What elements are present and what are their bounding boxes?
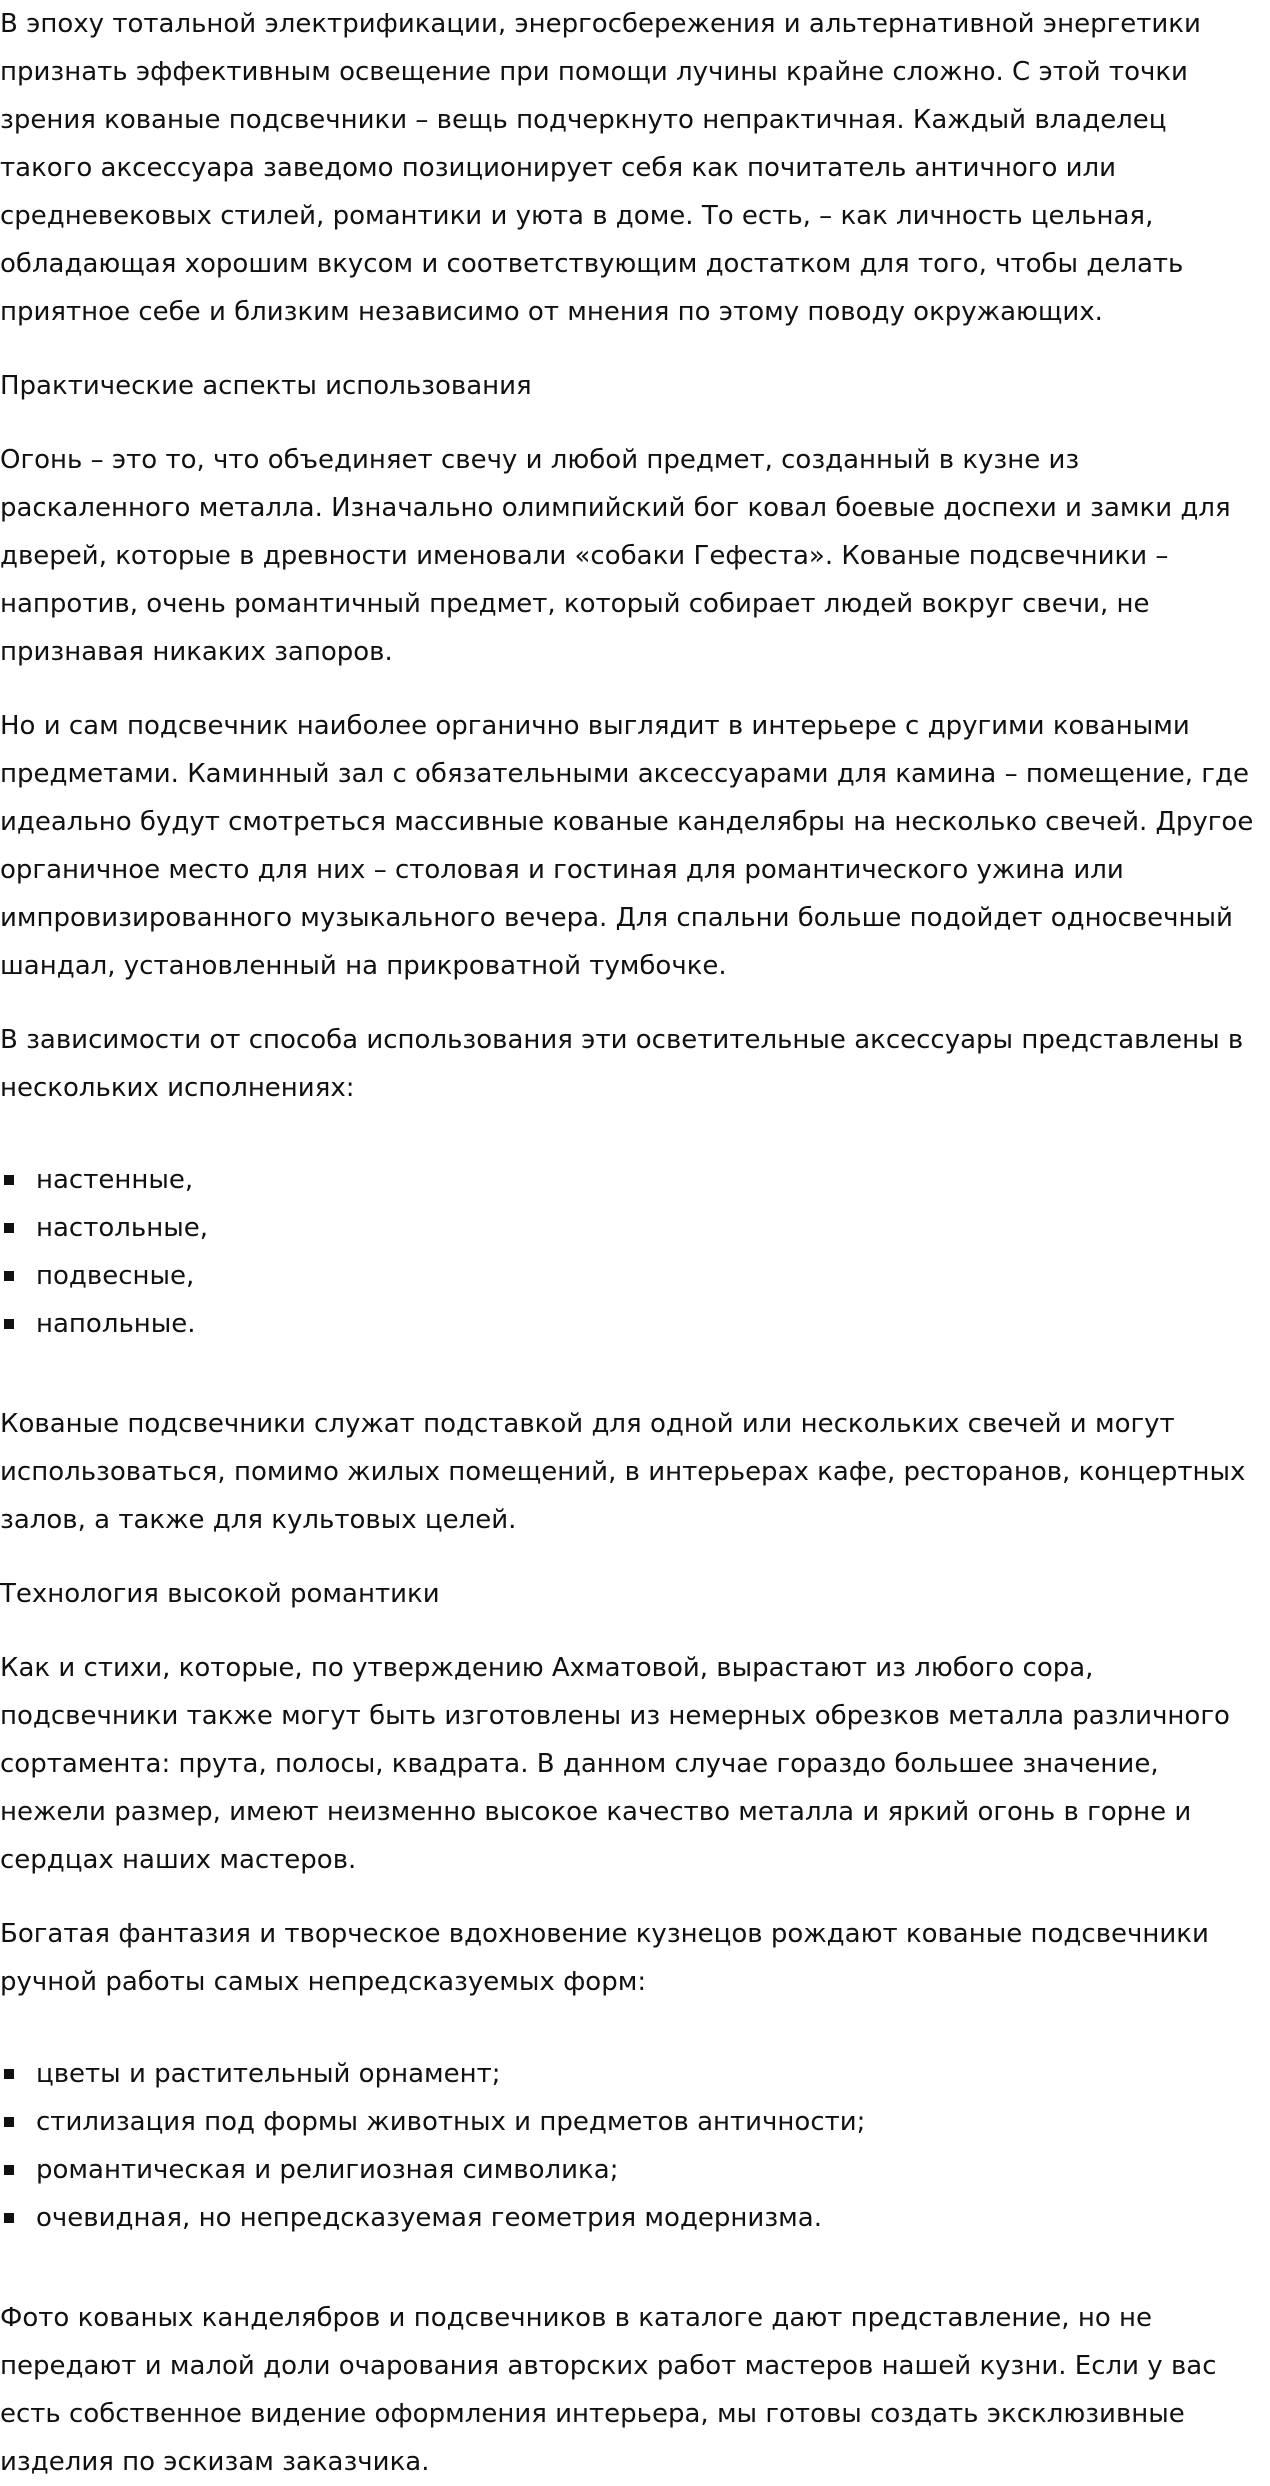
list-item xyxy=(0,2098,1262,2146)
square-bullet-icon xyxy=(4,2069,14,2079)
square-bullet-icon xyxy=(4,2117,14,2127)
list-item-text: напольные. xyxy=(36,1309,196,1339)
section-heading-technology: Технология высокой романтики xyxy=(0,1579,440,1609)
paragraph-fire: Огонь – это то, что объединяет свечу и любой предмет, созданный в кузне из раскаленного металла. Изначально олимпийский бог ковал боевые доспехи и замки для дверей, которые в древности именовали «собаки Гефеста». Кованые подсвечники – напротив, очень романтичный предмет, который собирает людей вокруг свечи, не признавая никаких запоров. xyxy=(0,445,1231,667)
list-item-text: настенные, xyxy=(36,1165,194,1195)
square-bullet-icon xyxy=(4,1175,14,1185)
square-bullet-icon xyxy=(4,1319,14,1329)
list-item-text: очевидная, но непредсказуемая геометрия модернизма. xyxy=(36,2203,822,2233)
paragraph-catalog: Фото кованых канделябров и подсвечников в каталоге дают представление, но не передают и малой доли очарования авторских работ мастеров нашей кузни. Если у вас есть собственное видение оформления интерьера, мы готовы создать эксклюзивные изделия по эскизам заказчика. xyxy=(0,2303,1217,2477)
paragraph-forms-intro: Богатая фантазия и творческое вдохновение кузнецов рождают кованые подсвечники ручной работы самых непредсказуемых форм: xyxy=(0,1919,1209,1997)
types-list xyxy=(0,1156,1262,1348)
paragraph-types-intro: В зависимости от способа использования эти осветительные аксессуары представлены в нескольких исполнениях: xyxy=(0,1025,1244,1103)
section-heading-practical: Практические аспекты использования xyxy=(0,371,532,401)
list-item xyxy=(0,1156,1262,1204)
square-bullet-icon xyxy=(4,2213,14,2223)
paragraph-intro: В эпоху тотальной электрификации, энергосбережения и альтернативной энергетики признать эффективным освещение при помощи лучины крайне сложно. С этой точки зрения кованые подсвечники – вещь подчеркнуто непрактичная. Каждый владелец такого аксессуара заведомо позиционирует себя как почитатель античного или средневековых стилей, романтики и уюта в доме. То есть, – как личность цельная, обладающая хорошим вкусом и соответствующим достатком для того, чтобы делать приятное себе и близким независимо от мнения по этому поводу окружающих. xyxy=(0,9,1201,327)
list-item-text: романтическая и религиозная символика; xyxy=(36,2155,619,2185)
list-item-text: подвесные, xyxy=(36,1261,195,1291)
list-item xyxy=(0,1300,1262,1348)
list-item xyxy=(0,1252,1262,1300)
list-item-text: цветы и растительный орнамент; xyxy=(36,2059,501,2089)
square-bullet-icon xyxy=(4,2165,14,2175)
list-item xyxy=(0,2146,1262,2194)
list-item-text: стилизация под формы животных и предметов античности; xyxy=(36,2107,866,2137)
paragraph-interior: Но и сам подсвечник наиболее органично выглядит в интерьере с другими коваными предметами. Каминный зал с обязательными аксессуарами для камина – помещение, где идеально будут смотреться массивные кованые канделябры на несколько свечей. Другое органичное место для них – столовая и гостиная для романтического ужина или импровизированного музыкального вечера. Для спальни больше подойдет односвечный шандал, установленный на прикроватной тумбочке. xyxy=(0,711,1254,981)
square-bullet-icon xyxy=(4,1223,14,1233)
forms-list xyxy=(0,2050,1262,2242)
paragraph-usage: Кованые подсвечники служат подставкой для одной или нескольких свечей и могут использоваться, помимо жилых помещений, в интерьерах кафе, ресторанов, концертных залов, а также для культовых целей. xyxy=(0,1409,1246,1535)
list-item-text: настольные, xyxy=(36,1213,209,1243)
list-item xyxy=(0,1204,1262,1252)
square-bullet-icon xyxy=(4,1271,14,1281)
paragraph-akhmatova: Как и стихи, которые, по утверждению Ахматовой, вырастают из любого сора, подсвечники также могут быть изготовлены из немерных обрезков металла различного сортамента: прута, полосы, квадрата. В данном случае гораздо большее значение, нежели размер, имеют неизменно высокое качество металла и яркий огонь в горне и сердцах наших мастеров. xyxy=(0,1653,1230,1875)
list-item xyxy=(0,2194,1262,2242)
list-item xyxy=(0,2050,1262,2098)
